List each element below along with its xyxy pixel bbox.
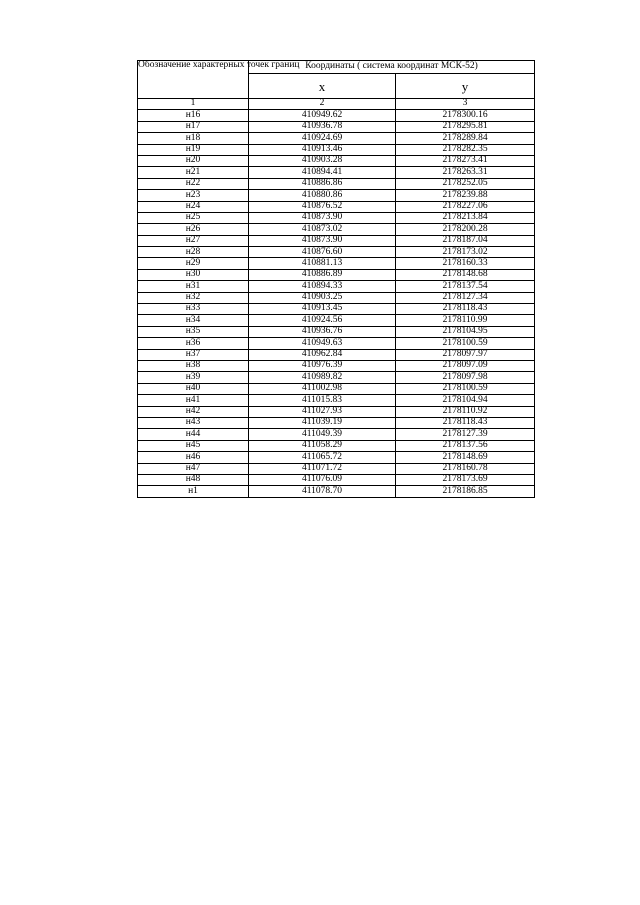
point-cell: н25 xyxy=(138,212,249,223)
y-coordinate-cell: 2178110.92 xyxy=(396,406,535,417)
column-number-row xyxy=(138,99,535,110)
point-cell: н45 xyxy=(138,440,249,451)
table-row xyxy=(138,304,535,315)
coordinates-title-header: Координаты ( система координат МСК-52) xyxy=(249,61,535,74)
x-coordinate-cell: 411027.93 xyxy=(249,406,396,417)
y-coordinate-cell: 2178118.43 xyxy=(396,304,535,315)
point-cell: н43 xyxy=(138,417,249,428)
table-row xyxy=(138,315,535,326)
y-coordinate-cell: 2178263.31 xyxy=(396,167,535,178)
x-column-header: x xyxy=(249,74,396,99)
x-coordinate-cell: 410936.76 xyxy=(249,326,396,337)
x-coordinate-cell: 410913.45 xyxy=(249,304,396,315)
point-cell: н22 xyxy=(138,178,249,189)
y-coordinate-cell: 2178097.09 xyxy=(396,360,535,371)
x-coordinate-cell: 411078.70 xyxy=(249,486,396,497)
y-coordinate-cell: 2178104.94 xyxy=(396,395,535,406)
y-coordinate-cell: 2178097.98 xyxy=(396,372,535,383)
point-cell: н36 xyxy=(138,338,249,349)
column-number-3: 3 xyxy=(396,99,535,110)
y-coordinate-cell: 2178173.02 xyxy=(396,247,535,258)
x-coordinate-cell: 410876.52 xyxy=(249,201,396,212)
table-row xyxy=(138,349,535,360)
x-coordinate-cell: 410894.33 xyxy=(249,281,396,292)
x-coordinate-cell: 411039.19 xyxy=(249,417,396,428)
point-cell: н31 xyxy=(138,281,249,292)
x-coordinate-cell: 411002.98 xyxy=(249,383,396,394)
table-row xyxy=(138,406,535,417)
x-coordinate-cell: 410989.82 xyxy=(249,372,396,383)
designation-header: Обозначение характерных точек границ xyxy=(138,61,249,99)
table-row xyxy=(138,474,535,485)
x-coordinate-cell: 410913.46 xyxy=(249,144,396,155)
y-coordinate-cell: 2178148.68 xyxy=(396,269,535,280)
x-coordinate-cell: 411015.83 xyxy=(249,395,396,406)
y-coordinate-cell: 2178127.34 xyxy=(396,292,535,303)
y-coordinate-cell: 2178187.04 xyxy=(396,235,535,246)
x-coordinate-cell: 410976.39 xyxy=(249,360,396,371)
table-row xyxy=(138,201,535,212)
y-coordinate-cell: 2178137.56 xyxy=(396,440,535,451)
table-row xyxy=(138,383,535,394)
table-row xyxy=(138,167,535,178)
y-coordinate-cell: 2178173.69 xyxy=(396,474,535,485)
point-cell: н23 xyxy=(138,190,249,201)
column-number-1: 1 xyxy=(138,99,249,110)
point-cell: н35 xyxy=(138,326,249,337)
table-row xyxy=(138,224,535,235)
point-cell: н17 xyxy=(138,121,249,132)
y-coordinate-cell: 2178239.88 xyxy=(396,190,535,201)
x-coordinate-cell: 411076.09 xyxy=(249,474,396,485)
point-cell: н34 xyxy=(138,315,249,326)
point-cell: н29 xyxy=(138,258,249,269)
x-coordinate-cell: 410924.69 xyxy=(249,133,396,144)
y-coordinate-cell: 2178137.54 xyxy=(396,281,535,292)
point-cell: н16 xyxy=(138,110,249,121)
x-coordinate-cell: 411049.39 xyxy=(249,429,396,440)
x-coordinate-cell: 411071.72 xyxy=(249,463,396,474)
y-coordinate-cell: 2178273.41 xyxy=(396,155,535,166)
y-coordinate-cell: 2178227.06 xyxy=(396,201,535,212)
y-coordinate-cell: 2178213.84 xyxy=(396,212,535,223)
point-cell: н26 xyxy=(138,224,249,235)
x-coordinate-cell: 410880.86 xyxy=(249,190,396,201)
point-cell: н37 xyxy=(138,349,249,360)
x-coordinate-cell: 410924.56 xyxy=(249,315,396,326)
point-cell: н46 xyxy=(138,452,249,463)
table-row xyxy=(138,452,535,463)
table-row xyxy=(138,417,535,428)
point-cell: н38 xyxy=(138,360,249,371)
table-row xyxy=(138,338,535,349)
table-row xyxy=(138,144,535,155)
y-coordinate-cell: 2178110.99 xyxy=(396,315,535,326)
table-row xyxy=(138,178,535,189)
y-coordinate-cell: 2178148.69 xyxy=(396,452,535,463)
y-coordinate-cell: 2178282.35 xyxy=(396,144,535,155)
point-cell: н27 xyxy=(138,235,249,246)
table-body xyxy=(138,110,535,497)
x-coordinate-cell: 410876.60 xyxy=(249,247,396,258)
table-row xyxy=(138,292,535,303)
point-cell: н44 xyxy=(138,429,249,440)
point-cell: н39 xyxy=(138,372,249,383)
y-coordinate-cell: 2178200.28 xyxy=(396,224,535,235)
table-row xyxy=(138,190,535,201)
coordinates-table xyxy=(137,60,535,498)
table-row xyxy=(138,235,535,246)
x-coordinate-cell: 411065.72 xyxy=(249,452,396,463)
y-coordinate-cell: 2178100.59 xyxy=(396,383,535,394)
point-cell: н18 xyxy=(138,133,249,144)
x-coordinate-cell: 410873.90 xyxy=(249,212,396,223)
table-row xyxy=(138,395,535,406)
point-cell: н21 xyxy=(138,167,249,178)
y-column-header: y xyxy=(396,74,535,99)
y-coordinate-cell: 2178100.59 xyxy=(396,338,535,349)
y-coordinate-cell: 2178160.78 xyxy=(396,463,535,474)
y-coordinate-cell: 2178295.81 xyxy=(396,121,535,132)
table-row xyxy=(138,372,535,383)
y-coordinate-cell: 2178118.43 xyxy=(396,417,535,428)
x-coordinate-cell: 410886.86 xyxy=(249,178,396,189)
table-row xyxy=(138,110,535,121)
y-coordinate-cell: 2178127.39 xyxy=(396,429,535,440)
y-coordinate-cell: 2178160.33 xyxy=(396,258,535,269)
y-coordinate-cell: 2178097.97 xyxy=(396,349,535,360)
table-row xyxy=(138,486,535,497)
table-row xyxy=(138,326,535,337)
point-cell: н20 xyxy=(138,155,249,166)
table-row xyxy=(138,155,535,166)
table-row xyxy=(138,440,535,451)
x-coordinate-cell: 410962.84 xyxy=(249,349,396,360)
x-coordinate-cell: 410949.62 xyxy=(249,110,396,121)
y-coordinate-cell: 2178300.16 xyxy=(396,110,535,121)
point-cell: н24 xyxy=(138,201,249,212)
point-cell: н41 xyxy=(138,395,249,406)
y-coordinate-cell: 2178289.84 xyxy=(396,133,535,144)
x-coordinate-cell: 410903.28 xyxy=(249,155,396,166)
point-cell: н33 xyxy=(138,304,249,315)
y-coordinate-cell: 2178252.05 xyxy=(396,178,535,189)
table-row xyxy=(138,133,535,144)
table-row xyxy=(138,121,535,132)
x-coordinate-cell: 410886.89 xyxy=(249,269,396,280)
point-cell: н30 xyxy=(138,269,249,280)
table-row xyxy=(138,258,535,269)
y-coordinate-cell: 2178186.85 xyxy=(396,486,535,497)
point-cell: н28 xyxy=(138,247,249,258)
table-row xyxy=(138,360,535,371)
point-cell: н47 xyxy=(138,463,249,474)
point-cell: н19 xyxy=(138,144,249,155)
point-cell: н48 xyxy=(138,474,249,485)
y-coordinate-cell: 2178104.95 xyxy=(396,326,535,337)
x-coordinate-cell: 410881.13 xyxy=(249,258,396,269)
point-cell: н32 xyxy=(138,292,249,303)
x-coordinate-cell: 411058.29 xyxy=(249,440,396,451)
x-coordinate-cell: 410949.63 xyxy=(249,338,396,349)
table-row xyxy=(138,429,535,440)
point-cell: н42 xyxy=(138,406,249,417)
x-coordinate-cell: 410873.90 xyxy=(249,235,396,246)
table-header xyxy=(138,61,535,110)
column-number-2: 2 xyxy=(249,99,396,110)
x-coordinate-cell: 410936.78 xyxy=(249,121,396,132)
x-coordinate-cell: 410894.41 xyxy=(249,167,396,178)
table-row xyxy=(138,269,535,280)
table-row xyxy=(138,281,535,292)
point-cell: н40 xyxy=(138,383,249,394)
table-row xyxy=(138,463,535,474)
x-coordinate-cell: 410873.02 xyxy=(249,224,396,235)
x-coordinate-cell: 410903.25 xyxy=(249,292,396,303)
point-cell: н1 xyxy=(138,486,249,497)
table-row xyxy=(138,247,535,258)
table-row xyxy=(138,212,535,223)
